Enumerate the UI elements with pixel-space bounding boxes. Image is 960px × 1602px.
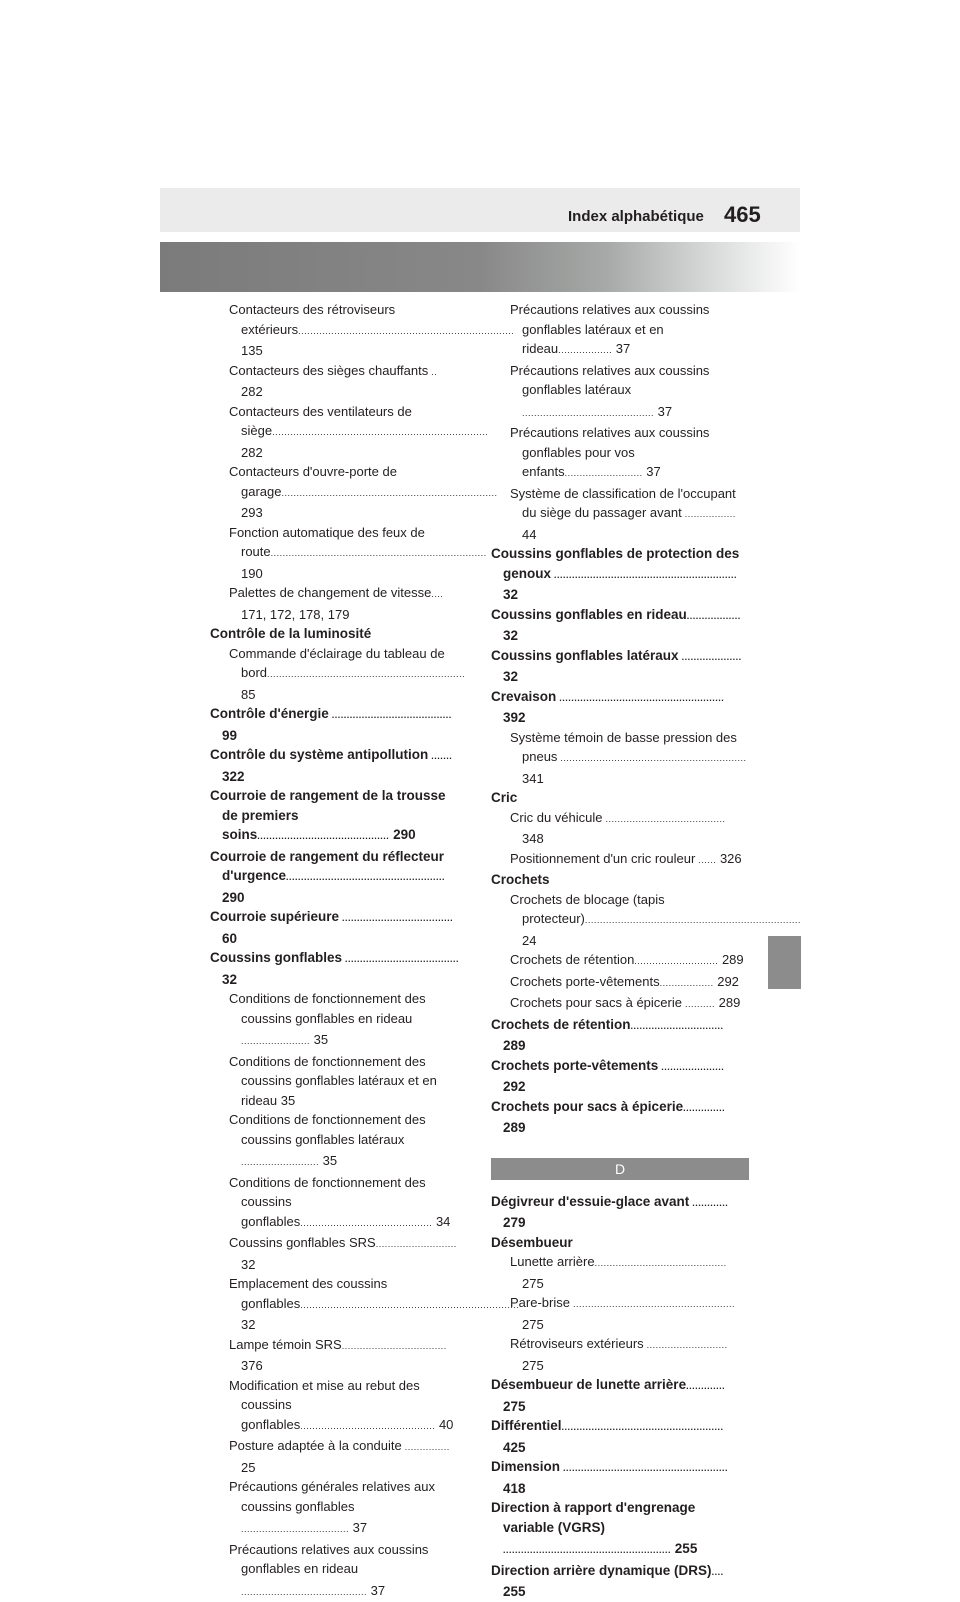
leader-dots: ..................... (658, 1062, 724, 1072)
page-number: 465 (724, 202, 761, 228)
entry-term: Contacteurs des sièges chauffants (229, 363, 428, 378)
index-subentry (210, 462, 462, 523)
page-reference: 32 (503, 669, 518, 684)
leader-dots: ........................................................ (503, 1545, 671, 1555)
leader-dots: ....................................................... (556, 693, 724, 703)
section-header-d: D (491, 1158, 749, 1180)
index-subentry (491, 808, 749, 849)
leader-dots: ......................................................................... (300, 1300, 519, 1310)
entry-term: Système témoin de basse pression des pneus (510, 730, 737, 765)
leader-dots: .................. (687, 611, 741, 621)
index-entry (491, 1457, 749, 1498)
leader-dots: ............... (402, 1442, 450, 1452)
leader-dots: ............. (686, 1381, 725, 1391)
index-entry (491, 870, 749, 890)
entry-term: Rétroviseurs extérieurs (510, 1336, 644, 1351)
page-reference: 290 (222, 890, 245, 905)
index-subentry (210, 989, 462, 1052)
page-reference: 32 (222, 972, 237, 987)
index-subentry (491, 423, 749, 484)
entry-term: Conditions de fonctionnement des coussins gonflables latéraux (229, 1112, 426, 1147)
entry-term: Crochets de rétention (510, 952, 634, 967)
page-reference: 289 (503, 1038, 526, 1053)
page-reference: 418 (503, 1481, 526, 1496)
index-subentry (491, 1293, 749, 1334)
index-entry (491, 1097, 749, 1138)
entry-term: Pare-brise (510, 1295, 570, 1310)
entry-term: Précautions générales relatives aux coussins gonflables (229, 1479, 435, 1514)
page-reference: 35 (323, 1153, 337, 1168)
entry-term: Lampe témoin SRS (229, 1337, 342, 1352)
page-reference: 290 (393, 827, 416, 842)
index-subentry (210, 361, 462, 402)
leader-dots: ........................................................................ (585, 915, 801, 925)
index-subentry (210, 1376, 462, 1437)
index-entry (491, 1561, 749, 1602)
page-reference: 326 (720, 851, 742, 866)
page-reference: 392 (503, 710, 526, 725)
index-subentry (210, 1540, 462, 1602)
index-entry (491, 1498, 749, 1561)
page-reference: 171, 172, 178, 179 (241, 607, 349, 622)
entry-term: Contacteurs des rétroviseurs extérieurs (229, 302, 395, 337)
entry-term: Emplacement des coussins gonflables (229, 1276, 387, 1311)
header-bar (160, 188, 800, 232)
entry-term: Courroie de rangement du réflecteur d'urgence (210, 849, 444, 884)
leader-dots: .......... (682, 999, 715, 1009)
page-reference: 322 (222, 769, 245, 784)
index-entry (210, 948, 462, 989)
page-reference: 275 (522, 1317, 544, 1332)
index-subentry (210, 1233, 462, 1274)
entry-term: Cric (491, 790, 517, 805)
leader-dots: ............................................ (595, 1258, 727, 1268)
index-entry (491, 605, 749, 646)
leader-dots: ...................................... (342, 954, 459, 964)
index-subentry (210, 402, 462, 463)
decorative-gradient-band (160, 242, 800, 292)
leader-dots: .. (428, 367, 437, 377)
leader-dots: ...................................................... (562, 1422, 724, 1432)
page-reference: 289 (722, 952, 744, 967)
entry-term: Coussins gonflables de protection des genoux (491, 546, 739, 581)
leader-dots: ........................................ (329, 710, 452, 720)
page-reference: 190 (241, 566, 263, 581)
page-reference: 425 (503, 1440, 526, 1455)
leader-dots: .................................................................. (267, 669, 465, 679)
entry-term: Crevaison (491, 689, 556, 704)
page-reference: 255 (503, 1584, 526, 1599)
chapter-thumb-tab (768, 936, 801, 989)
leader-dots: ........................................ (603, 814, 726, 824)
leader-dots: .................... (679, 652, 742, 662)
leader-dots: ............................................................. (551, 570, 737, 580)
page-reference: 292 (717, 974, 739, 989)
entry-term: Direction à rapport d'engrenage variable (VGRS) (491, 1500, 695, 1535)
index-subentry (491, 1334, 749, 1375)
entry-term: Cric du véhicule (510, 810, 603, 825)
entry-term: Conditions de fonctionnement des coussins gonflables en rideau (229, 991, 426, 1026)
leader-dots: ..................................................... (286, 872, 445, 882)
page-reference: 40 (439, 1417, 453, 1432)
index-subentry (210, 1052, 462, 1111)
index-subentry (491, 300, 749, 361)
entry-term: Contacteurs d'ouvre-porte de garage (229, 464, 397, 499)
entry-term: Direction arrière dynamique (DRS) (491, 1563, 712, 1578)
leader-dots: ........................................................................ (272, 427, 488, 437)
index-entry (491, 1015, 749, 1056)
index-subentry (491, 849, 749, 871)
index-entry (491, 1416, 749, 1457)
index-subentry (491, 728, 749, 789)
leader-dots: .......................................... (241, 1587, 367, 1597)
entry-term: Système de classification de l'occupant du siège du passager avant (510, 486, 736, 521)
page-reference: 37 (646, 464, 660, 479)
leader-dots: ....................... (241, 1036, 310, 1046)
page-reference: 289 (719, 995, 741, 1010)
entry-term: Crochets de blocage (tapis protecteur) (510, 892, 665, 927)
entry-term: Crochets porte-vêtements (510, 974, 660, 989)
leader-dots: ............................................ (300, 1218, 432, 1228)
page-reference: 376 (241, 1358, 263, 1373)
entry-term: Posture adaptée à la conduite (229, 1438, 402, 1453)
leader-dots: ...... (695, 855, 716, 865)
entry-term: Dégivreur d'essuie-glace avant (491, 1194, 689, 1209)
index-entry (210, 624, 462, 644)
entry-term: Conditions de fonctionnement des coussins gonflables (229, 1175, 426, 1229)
entry-term: Coussins gonflables SRS (229, 1235, 376, 1250)
leader-dots: ...................................................... (570, 1299, 735, 1309)
entry-term: Lunette arrière (510, 1254, 595, 1269)
leader-dots: ............................... (631, 1021, 724, 1031)
leader-dots: ....................................................... (560, 1463, 728, 1473)
index-entry (491, 1192, 749, 1233)
entry-term: Coussins gonflables (210, 950, 342, 965)
leader-dots: ........................................................................ (298, 326, 514, 336)
page-reference: 32 (241, 1257, 255, 1272)
page-reference: 255 (675, 1541, 698, 1556)
entry-term: Modification et mise au rebut des coussins gonflables (229, 1378, 420, 1432)
leader-dots: ........................... (376, 1239, 457, 1249)
leader-dots: ............................................ (522, 408, 654, 418)
index-entry (491, 646, 749, 687)
entry-term: Positionnement d'un cric rouleur (510, 851, 695, 866)
entry-term: Dimension (491, 1459, 560, 1474)
entry-term: Crochets porte-vêtements (491, 1058, 658, 1073)
leader-dots: ........................................................................ (281, 488, 497, 498)
index-entry (491, 1375, 749, 1416)
index-subentry (210, 1335, 462, 1376)
index-subentry (491, 890, 749, 951)
page-reference: 289 (503, 1120, 526, 1135)
leader-dots: ............ (689, 1198, 728, 1208)
page-reference: 85 (241, 687, 255, 702)
page-reference: 279 (503, 1215, 526, 1230)
index-subentry (491, 484, 749, 545)
leader-dots: ............................................ (257, 831, 389, 841)
index-entry (210, 847, 462, 908)
index-subentry (210, 1274, 462, 1335)
page-reference: 275 (503, 1399, 526, 1414)
index-column-left (210, 300, 462, 1602)
index-subentry (210, 300, 462, 361)
page-reference: 275 (522, 1358, 544, 1373)
leader-dots: .................. (558, 345, 612, 355)
leader-dots: .......................... (565, 468, 643, 478)
entry-term: Conditions de fonctionnement des coussins gonflables latéraux et en rideau (229, 1054, 437, 1108)
entry-term: Fonction automatique des feux de route (229, 525, 425, 560)
entry-term: Contacteurs des ventilateurs de siège (229, 404, 412, 439)
page-reference: 60 (222, 931, 237, 946)
leader-dots: .......................... (241, 1157, 319, 1167)
page-reference: 37 (658, 404, 672, 419)
leader-dots: .............................................................. (557, 753, 746, 763)
page-reference: 34 (436, 1214, 450, 1229)
index-entry (491, 687, 749, 728)
index-entry (491, 788, 749, 808)
leader-dots: .... (431, 589, 443, 599)
entry-term: Crochets pour sacs à épicerie (510, 995, 682, 1010)
page-reference: 32 (503, 587, 518, 602)
entry-term: Crochets (491, 872, 550, 887)
index-entries-c-continued (491, 300, 749, 1138)
index-entry (491, 1056, 749, 1097)
entry-term: Désembueur de lunette arrière (491, 1377, 686, 1392)
entry-term: Coussins gonflables latéraux (491, 648, 679, 663)
leader-dots: ............................................. (300, 1421, 435, 1431)
entry-term: Courroie supérieure (210, 909, 339, 924)
page-reference: 24 (522, 933, 536, 948)
index-subentry (210, 1110, 462, 1173)
entry-term: Coussins gonflables en rideau (491, 607, 687, 622)
entry-term: Crochets pour sacs à épicerie (491, 1099, 683, 1114)
index-entry (491, 1233, 749, 1253)
page-reference: 341 (522, 771, 544, 786)
entry-term: Palettes de changement de vitesse (229, 585, 431, 600)
page-reference: 282 (241, 445, 263, 460)
index-subentry (210, 1477, 462, 1540)
index-entry (491, 544, 749, 605)
leader-dots: .................. (660, 978, 714, 988)
index-subentry (210, 1173, 462, 1234)
page-reference: 292 (503, 1079, 526, 1094)
header-title: Index alphabétique (568, 208, 704, 225)
index-subentry (210, 523, 462, 584)
page-reference: 293 (241, 505, 263, 520)
leader-dots: ............................ (634, 956, 718, 966)
page-reference: 32 (503, 628, 518, 643)
page-reference: 37 (353, 1520, 367, 1535)
index-entry (210, 786, 462, 847)
index-entry (210, 704, 462, 745)
leader-dots: ........................... (644, 1340, 728, 1350)
index-subentry (491, 1252, 749, 1293)
index-entry (210, 907, 462, 948)
entry-term: Contrôle de la luminosité (210, 626, 371, 641)
entry-term: Précautions relatives aux coussins gonflables en rideau (229, 1542, 428, 1577)
leader-dots: .............. (683, 1103, 725, 1113)
index-subentry (491, 950, 749, 972)
index-subentry (210, 583, 462, 624)
page-reference: 32 (241, 1317, 255, 1332)
entry-term: Précautions relatives aux coussins gonflables latéraux (510, 363, 709, 398)
entry-term: Contrôle d'énergie (210, 706, 329, 721)
index-column-right (491, 300, 749, 1602)
page-reference: 35 (314, 1032, 328, 1047)
leader-dots: .... (712, 1567, 724, 1577)
leader-dots: .................................... (241, 1524, 349, 1534)
leader-dots: ........................................................................ (271, 548, 487, 558)
page-reference: 348 (522, 831, 544, 846)
index-subentry (491, 993, 749, 1015)
entry-term: Crochets de rétention (491, 1017, 631, 1032)
index-subentry (210, 644, 462, 705)
page-reference: 275 (522, 1276, 544, 1291)
index-subentry (210, 1436, 462, 1477)
entry-term: Précautions relatives aux coussins gonflables latéraux et en rideau (510, 302, 709, 356)
page-reference: 135 (241, 343, 263, 358)
page-reference: 282 (241, 384, 263, 399)
entry-term: Courroie de rangement de la trousse de premiers soins (210, 788, 446, 842)
entry-term: Contrôle du système antipollution (210, 747, 428, 762)
page-reference: 44 (522, 527, 536, 542)
index-subentry (491, 972, 749, 994)
index-subentry (491, 361, 749, 424)
page-reference: 99 (222, 728, 237, 743)
page-reference: 25 (241, 1460, 255, 1475)
entry-term: Précautions relatives aux coussins gonflables pour vos enfants (510, 425, 709, 479)
index-entry (210, 745, 462, 786)
entry-term: Commande d'éclairage du tableau de bord (229, 646, 445, 681)
entry-term: Désembueur (491, 1235, 573, 1250)
leader-dots: ....... (428, 751, 452, 761)
page-reference: 37 (616, 341, 630, 356)
leader-dots: ................................... (342, 1341, 447, 1351)
leader-dots: ................. (682, 509, 736, 519)
page-reference: 35 (281, 1093, 295, 1108)
index-entries-d (491, 1192, 749, 1602)
entry-term: Différentiel (491, 1418, 562, 1433)
leader-dots: ..................................... (339, 913, 453, 923)
page-reference: 37 (371, 1583, 385, 1598)
